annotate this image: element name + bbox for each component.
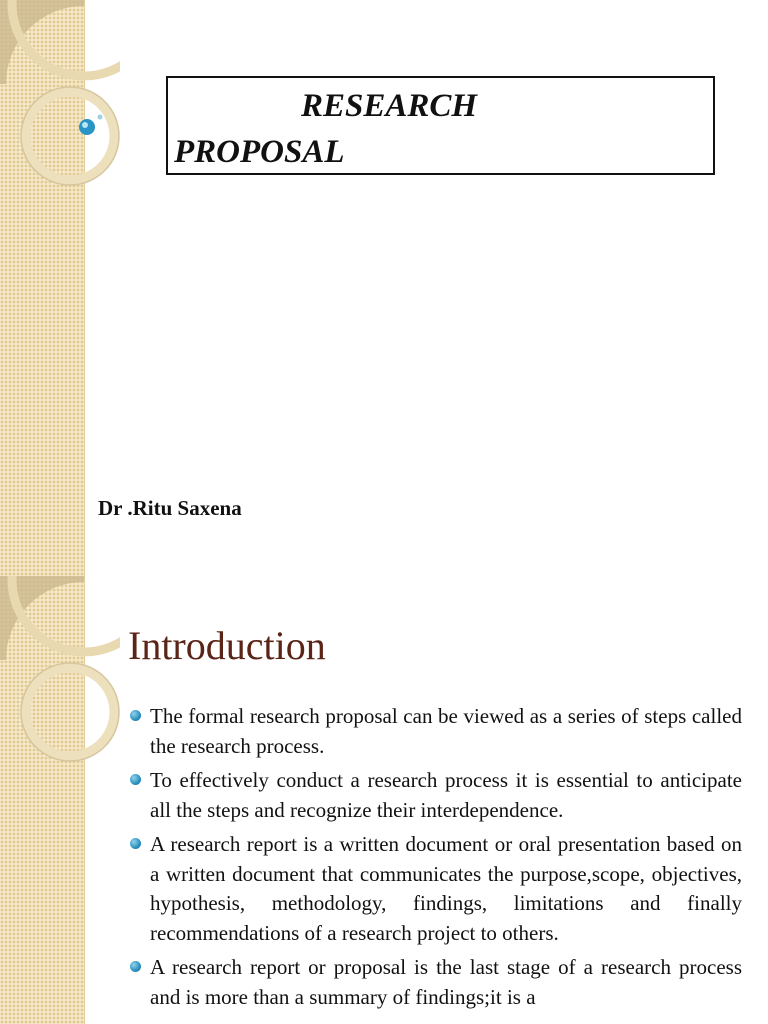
bullet-item xyxy=(128,766,742,825)
introduction-slide xyxy=(0,576,768,1024)
decorative-rings-icon xyxy=(0,0,120,200)
bullet-item xyxy=(128,953,742,1012)
bullet-dot-icon xyxy=(130,838,141,849)
bullet-text: The formal research proposal can be viewed as a series of steps called the research process. xyxy=(150,704,742,758)
title-box xyxy=(166,76,715,175)
author-name: Dr .Ritu Saxena xyxy=(98,496,242,520)
bullet-text: A research report or proposal is the last stage of a research process and is more than a summary of findings;it is a xyxy=(150,955,742,1009)
bullet-text: A research report is a written document or oral presentation based on a written document that communicates the purpose,scope, objectives, hypothesis, methodology, findings, limitations and finally recommendations of a research project to others. xyxy=(150,832,742,945)
decorative-rings-icon xyxy=(0,576,120,776)
bullet-list xyxy=(128,702,742,1017)
bullet-item xyxy=(128,830,742,948)
bullet-text: To effectively conduct a research process it is essential to anticipate all the steps and recognize their interdependence. xyxy=(150,768,742,822)
slide-heading: Introduction xyxy=(128,623,326,668)
bullet-dot-icon xyxy=(130,961,141,972)
title-line-1: RESEARCH xyxy=(301,88,478,124)
bullet-dot-icon xyxy=(130,774,141,785)
title-line-2: PROPOSAL xyxy=(174,134,345,170)
bullet-dot-icon xyxy=(130,710,141,721)
bullet-item xyxy=(128,702,742,761)
